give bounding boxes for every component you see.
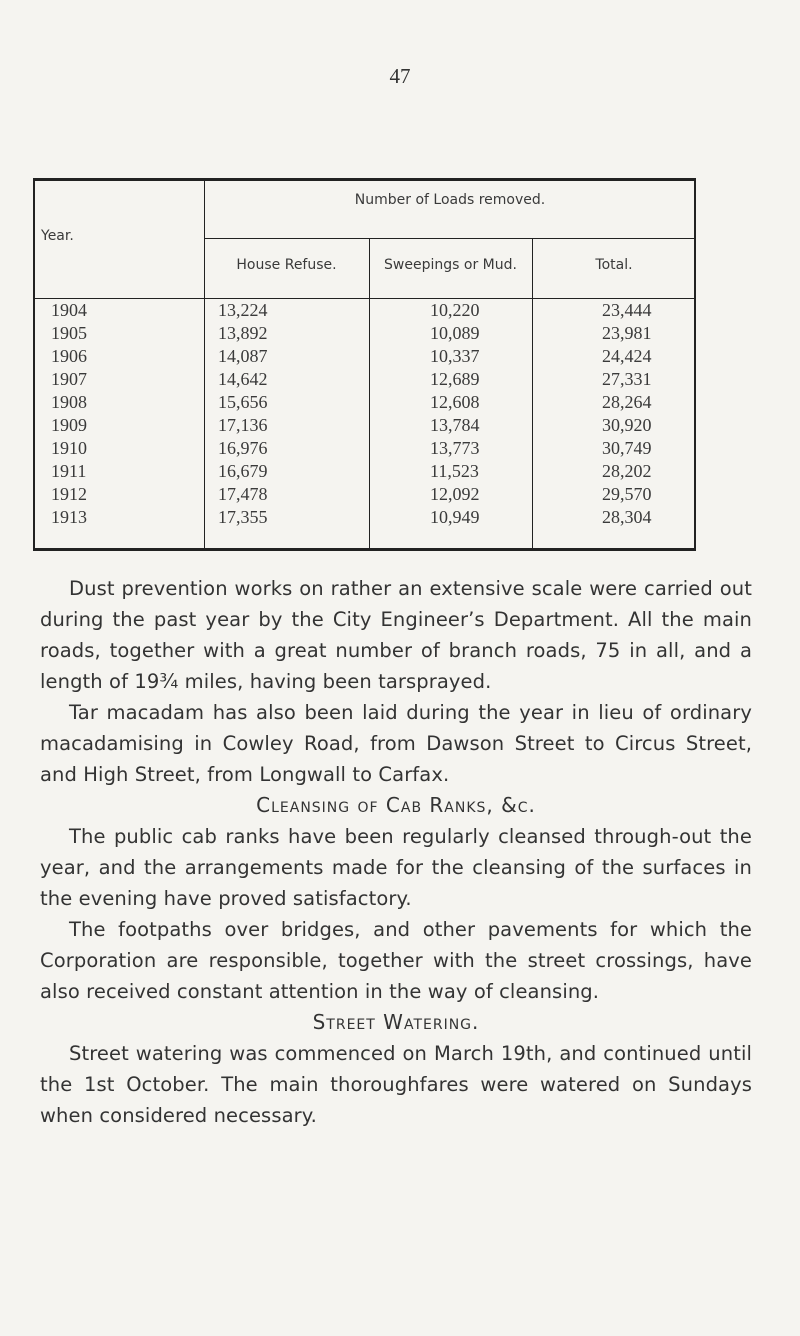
house-refuse-cell: 17,355	[218, 507, 268, 527]
total-cell: 30,749	[602, 438, 652, 458]
table-row	[33, 507, 696, 531]
house-refuse-cell: 16,679	[218, 461, 268, 481]
year-cell: 1905	[51, 323, 87, 343]
total-cell: 23,444	[602, 300, 652, 320]
sweepings-cell: 11,523	[430, 461, 479, 481]
year-cell: 1908	[51, 392, 87, 412]
total-cell: 30,920	[602, 415, 652, 435]
year-cell: 1910	[51, 438, 87, 458]
heading-cleansing: Cleansing of Cab Ranks, &c.	[256, 793, 536, 817]
paragraph-street-watering: Street watering was commenced on March 19th, and continued until the 1st October. The main thoroughfares were watered on Sundays when considered necessary.	[40, 1042, 752, 1127]
paragraph-dust-prevention: Dust prevention works on rather an extensive scale were carried out during the past year by the City Engineer’s Department. All the main roads, together with a great number of branch roads, 75 in all, and a length of 19¾ miles, having been tarsprayed.	[40, 577, 752, 693]
table-row	[33, 438, 696, 462]
year-cell: 1904	[51, 300, 87, 320]
house-refuse-cell: 14,087	[218, 346, 268, 366]
group-header-rule	[204, 238, 696, 239]
year-cell: 1907	[51, 369, 87, 389]
sweepings-cell: 10,949	[430, 507, 480, 527]
house-refuse-cell: 13,892	[218, 323, 268, 343]
sweepings-cell: 12,689	[430, 369, 480, 389]
table-row	[33, 346, 696, 370]
table-row	[33, 300, 696, 324]
total-cell: 28,264	[602, 392, 652, 412]
table-row	[33, 369, 696, 393]
total-cell: 28,304	[602, 507, 652, 527]
sweepings-cell: 10,220	[430, 300, 480, 320]
house-refuse-cell: 15,656	[218, 392, 268, 412]
table-row	[33, 484, 696, 508]
body-text	[40, 573, 752, 1131]
year-header: Year.	[41, 228, 74, 244]
house-refuse-cell: 14,642	[218, 369, 268, 389]
house-refuse-cell: 17,478	[218, 484, 268, 504]
table-top-rule	[33, 178, 696, 181]
house-refuse-cell: 16,976	[218, 438, 268, 458]
year-cell: 1912	[51, 484, 87, 504]
paragraph-cab-ranks: The public cab ranks have been regularly cleansed through-out the year, and the arrangements made for the cleansing of the surfaces in the evening have proved satisfactory.	[40, 825, 752, 910]
total-cell: 29,570	[602, 484, 652, 504]
total-header: Total.	[595, 257, 633, 273]
year-cell: 1911	[51, 461, 87, 481]
house-refuse-header: House Refuse.	[236, 257, 337, 273]
house-refuse-cell: 17,136	[218, 415, 268, 435]
table-bottom-rule	[33, 548, 696, 551]
sweepings-cell: 13,784	[430, 415, 480, 435]
year-cell: 1906	[51, 346, 87, 366]
year-cell: 1913	[51, 507, 87, 527]
header-bottom-rule	[33, 298, 696, 299]
table-row	[33, 323, 696, 347]
house-refuse-cell: 13,224	[218, 300, 268, 320]
sweepings-header: Sweepings or Mud.	[384, 257, 517, 273]
total-cell: 23,981	[602, 323, 652, 343]
page-number: 47	[389, 64, 411, 88]
total-cell: 24,424	[602, 346, 652, 366]
sweepings-cell: 10,337	[430, 346, 480, 366]
sweepings-cell: 12,092	[430, 484, 480, 504]
table-row	[33, 461, 696, 485]
paragraph-tar-macadam: Tar macadam has also been laid during the year in lieu of ordinary macadamising in Cowley Road, from Dawson Street to Circus Street, and High Street, from Longwall to Carfax.	[40, 701, 752, 786]
year-cell: 1909	[51, 415, 87, 435]
group-header: Number of Loads removed.	[354, 192, 546, 208]
heading-street-watering: Street Watering.	[312, 1010, 480, 1034]
loads-removed-table	[33, 178, 696, 551]
table-row	[33, 415, 696, 439]
total-cell: 28,202	[602, 461, 652, 481]
sweepings-cell: 12,608	[430, 392, 480, 412]
sweepings-cell: 13,773	[430, 438, 480, 458]
paragraph-footpaths: The footpaths over bridges, and other pavements for which the Corporation are responsible, together with the street crossings, have also received constant attention in the way of cleansing.	[40, 918, 752, 1003]
sweepings-cell: 10,089	[430, 323, 480, 343]
total-cell: 27,331	[602, 369, 652, 389]
table-row	[33, 392, 696, 416]
